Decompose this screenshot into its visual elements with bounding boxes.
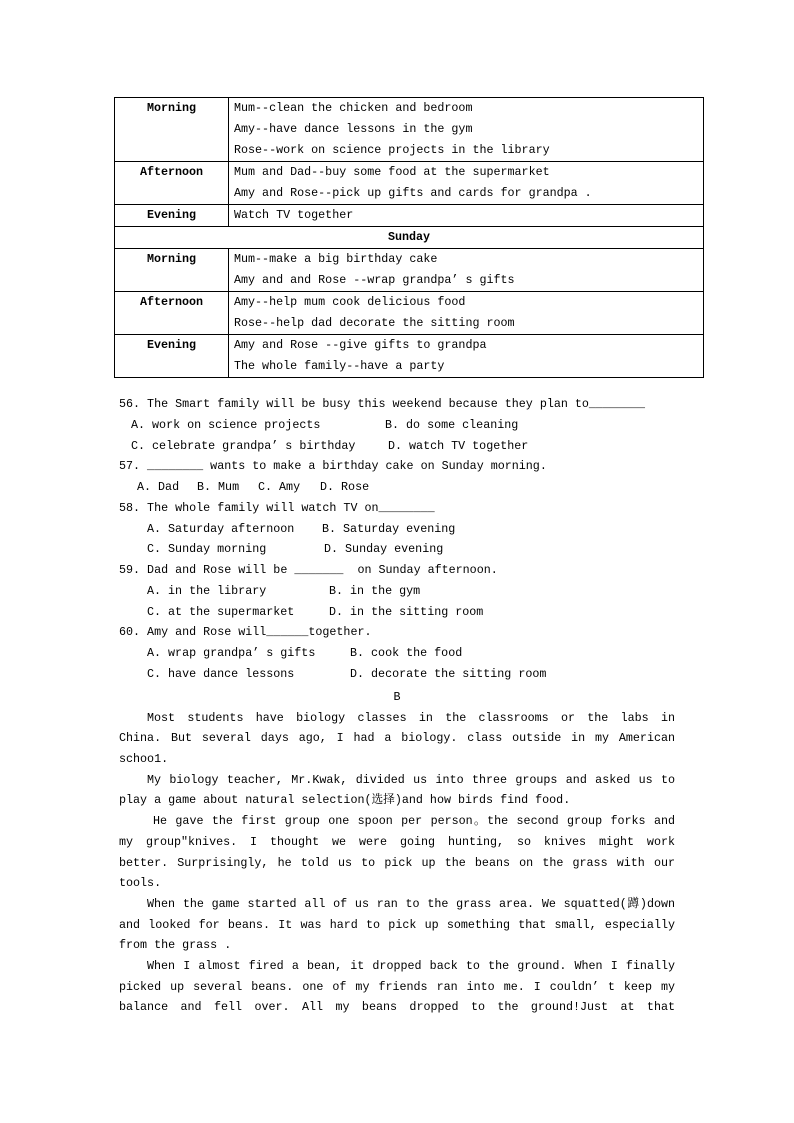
passage-line: When I almost fired a bean, it dropped back to the ground. When I finally bbox=[147, 958, 675, 973]
time-label: Afternoon bbox=[115, 292, 229, 335]
option-d: D. decorate the sitting room bbox=[350, 666, 547, 681]
passage-line: When the game started all of us ran to the grass area. We squatted(蹲)down bbox=[147, 896, 675, 911]
passage-line: tools. bbox=[119, 876, 162, 891]
activity: Amy and Rose --give gifts to grandpa bbox=[234, 338, 487, 352]
question-60 bbox=[119, 622, 699, 643]
option-c: C. have dance lessons bbox=[147, 666, 295, 681]
activities-cell bbox=[229, 249, 704, 292]
passage-line: from the grass . bbox=[119, 938, 232, 953]
option-d: D. in the sitting room bbox=[329, 604, 484, 619]
activity: Rose--work on science projects in the library bbox=[234, 143, 550, 157]
question-58 bbox=[119, 498, 699, 519]
option-d: D. Sunday evening bbox=[324, 542, 444, 557]
passage-line: better. Surprisingly, he told us to pick up the beans on the grass with our bbox=[119, 855, 675, 870]
option-c: C. Amy bbox=[258, 480, 301, 495]
activity: Mum--make a big birthday cake bbox=[234, 252, 438, 266]
option-b: B. cook the food bbox=[350, 646, 463, 661]
schedule-table bbox=[114, 97, 704, 378]
question-59 bbox=[119, 560, 699, 581]
activity: Amy and and Rose --wrap grandpa’ s gifts bbox=[234, 273, 515, 287]
passage-line: picked up several beans. one of my friends ran into me. I couldn’ t keep my bbox=[119, 979, 675, 994]
option-a: A. in the library bbox=[147, 583, 267, 598]
passage-line: and looked for beans. It was hard to pick up something that small, especially bbox=[119, 917, 675, 932]
option-b: B. Mum bbox=[197, 480, 240, 495]
passage-line: balance and fell over. All my beans dropped to the ground!Just at that bbox=[119, 1000, 675, 1015]
passage-line: Most students have biology classes in the classrooms or the labs in bbox=[147, 710, 675, 725]
passage-line: play a game about natural selection(选择)and how birds find food. bbox=[119, 793, 571, 808]
activities-cell bbox=[229, 205, 704, 227]
passage-line: schoo1. bbox=[119, 752, 169, 767]
activities-cell bbox=[229, 162, 704, 205]
question-stem: 60. Amy and Rose will______together. bbox=[119, 625, 372, 640]
reading-passage bbox=[119, 687, 675, 1018]
option-d: D. watch TV together bbox=[388, 438, 529, 453]
activity: Mum--clean the chicken and bedroom bbox=[234, 101, 473, 115]
activities-cell bbox=[229, 335, 704, 378]
option-c: C. at the supermarket bbox=[147, 604, 295, 619]
question-stem: 59. Dad and Rose will be _______ on Sunday afternoon. bbox=[119, 563, 498, 578]
passage-title: B bbox=[393, 690, 401, 704]
day-header: Sunday bbox=[115, 227, 704, 249]
question-stem: 57. ________ wants to make a birthday cake on Sunday morning. bbox=[119, 459, 547, 474]
option-a: A. Dad bbox=[137, 480, 180, 495]
option-a: A. work on science projects bbox=[131, 417, 321, 432]
option-c: C. celebrate grandpa’ s birthday bbox=[131, 438, 356, 453]
activity: Amy--help mum cook delicious food bbox=[234, 295, 466, 309]
time-label: Afternoon bbox=[115, 162, 229, 205]
activities-cell bbox=[229, 98, 704, 162]
questions bbox=[119, 394, 699, 685]
activity: Amy and Rose--pick up gifts and cards for grandpa . bbox=[234, 186, 592, 200]
passage-line: China. But several days ago, I had a biology. class outside in my American bbox=[119, 731, 675, 746]
question-stem: 56. The Smart family will be busy this weekend because they plan to________ bbox=[119, 397, 646, 411]
passage-line: My biology teacher, Mr.Kwak, divided us into three groups and asked us to bbox=[147, 772, 675, 787]
time-label: Evening bbox=[115, 205, 229, 227]
question-stem: 58. The whole family will watch TV on________ bbox=[119, 500, 435, 515]
passage-line: my group"knives. I thought we were going hunting, so knives might work bbox=[119, 834, 675, 849]
activity: The whole family--have a party bbox=[234, 359, 445, 373]
time-label: Morning bbox=[115, 249, 229, 292]
activities-cell bbox=[229, 292, 704, 335]
option-d: D. Rose bbox=[320, 480, 370, 495]
activity: Mum and Dad--buy some food at the supermarket bbox=[234, 165, 550, 179]
option-b: B. do some cleaning bbox=[385, 417, 519, 432]
option-c: C. Sunday morning bbox=[147, 542, 267, 557]
time-label: Evening bbox=[115, 335, 229, 378]
activity: Rose--help dad decorate the sitting room bbox=[234, 316, 515, 330]
time-label: Morning bbox=[115, 98, 229, 162]
activity: Watch TV together bbox=[234, 208, 354, 222]
activity: Amy--have dance lessons in the gym bbox=[234, 122, 473, 136]
option-a: A. wrap grandpa’ s gifts bbox=[147, 646, 316, 661]
option-a: A. Saturday afternoon bbox=[147, 521, 295, 536]
passage-line: He gave the first group one spoon per person。the second group forks and bbox=[153, 814, 675, 829]
question-56 bbox=[119, 394, 699, 415]
option-b: B. Saturday evening bbox=[322, 521, 456, 536]
option-b: B. in the gym bbox=[329, 583, 421, 598]
question-57 bbox=[119, 456, 699, 477]
